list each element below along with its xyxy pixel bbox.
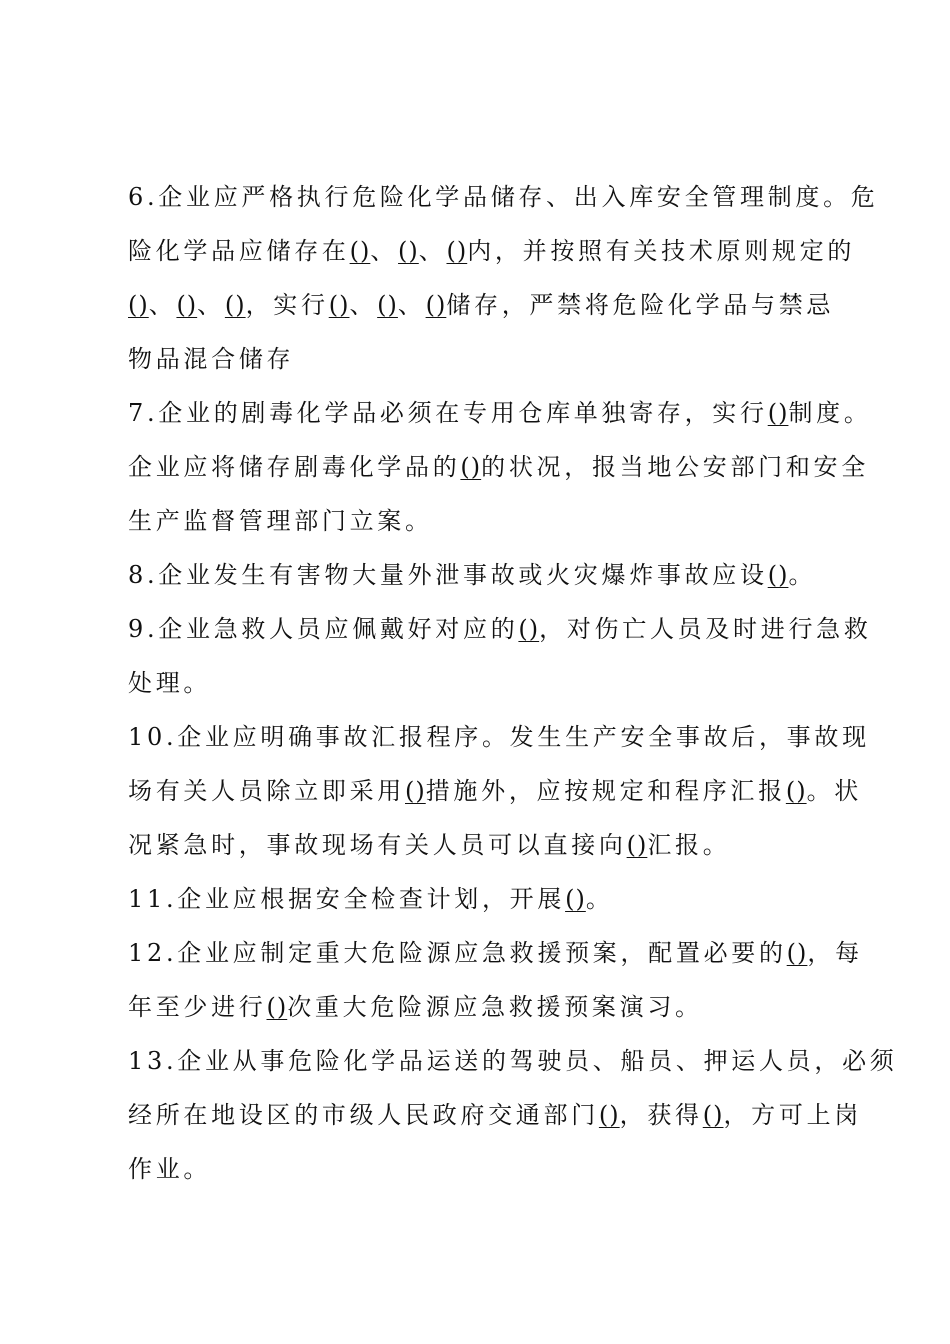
text-run: 汇报。 bbox=[647, 831, 731, 859]
text-run: 6.企业应严格执行危险化学品储存、出入库安全管理制度。危 bbox=[128, 183, 879, 211]
text-run: 、 bbox=[148, 291, 177, 319]
text-run: 场有关人员除立即采用 bbox=[128, 777, 405, 805]
text-run: 。 bbox=[788, 561, 817, 589]
text-line bbox=[128, 1142, 836, 1196]
text-line bbox=[128, 872, 836, 926]
text-run: 次重大危险源应急救援预案演习。 bbox=[287, 993, 703, 1021]
text-run: 措施外，应按规定和程序汇报 bbox=[425, 777, 786, 805]
text-run: 。状 bbox=[806, 777, 862, 805]
text-line bbox=[128, 440, 869, 494]
text-run: ，每 bbox=[807, 939, 863, 967]
text-run: 作业。 bbox=[128, 1155, 212, 1183]
fill-in-blank: () bbox=[349, 237, 371, 265]
fill-in-blank: () bbox=[785, 777, 807, 805]
question-11 bbox=[128, 872, 836, 926]
fill-in-blank: () bbox=[425, 291, 447, 319]
fill-in-blank: () bbox=[398, 237, 419, 265]
text-run: 物品混合储存 bbox=[128, 345, 295, 373]
fill-in-blank: () bbox=[405, 777, 426, 805]
text-line bbox=[128, 494, 836, 548]
fill-in-blank: () bbox=[518, 615, 540, 643]
text-line bbox=[128, 1088, 862, 1142]
text-run: 储存，严禁将危险化学品与禁忌 bbox=[446, 291, 835, 319]
fill-in-blank: () bbox=[377, 291, 398, 319]
text-line bbox=[128, 548, 836, 602]
text-run: 9.企业急救人员应佩戴好对应的 bbox=[128, 615, 519, 643]
text-line bbox=[128, 1034, 898, 1088]
fill-in-blank: () bbox=[460, 453, 482, 481]
text-run: 制度。 bbox=[788, 399, 872, 427]
question-10 bbox=[128, 710, 870, 872]
text-run: 经所在地设区的市级人民政府交通部门 bbox=[128, 1101, 599, 1129]
text-run: ，方可上岗 bbox=[723, 1101, 862, 1129]
fill-in-blank: () bbox=[767, 399, 789, 427]
text-run: 10.企业应明确事故汇报程序。发生生产安全事故后，事故现 bbox=[128, 723, 870, 751]
text-run: ，获得 bbox=[619, 1101, 703, 1129]
text-line bbox=[128, 764, 862, 818]
fill-in-blank: () bbox=[598, 1101, 620, 1129]
text-run: 11.企业应根据安全检查计划，开展 bbox=[128, 885, 566, 913]
text-run: 12.企业应制定重大危险源应急救援预案，配置必要的 bbox=[128, 939, 787, 967]
text-line bbox=[128, 710, 870, 764]
text-line bbox=[128, 656, 836, 710]
question-13 bbox=[128, 1034, 898, 1196]
fill-in-blank: () bbox=[266, 993, 288, 1021]
text-run: 、 bbox=[349, 291, 378, 319]
text-run: ，实行 bbox=[245, 291, 329, 319]
fill-in-blank: () bbox=[446, 237, 468, 265]
text-run: 7.企业的剧毒化学品必须在专用仓库单独寄存，实行 bbox=[128, 399, 768, 427]
text-run: 的状况，报当地公安部门和安全 bbox=[481, 453, 869, 481]
text-line bbox=[128, 332, 836, 386]
text-run: 企业应将储存剧毒化学品的 bbox=[128, 453, 461, 481]
fill-in-blank: () bbox=[128, 291, 149, 319]
text-run: ，对伤亡人员及时进行急救 bbox=[539, 615, 872, 643]
text-line bbox=[128, 386, 872, 440]
text-run: 、 bbox=[370, 237, 399, 265]
question-9 bbox=[128, 602, 872, 710]
text-line bbox=[128, 602, 872, 656]
document-page bbox=[128, 170, 898, 1196]
text-run: 生产监督管理部门立案。 bbox=[128, 507, 433, 535]
text-line bbox=[128, 170, 879, 224]
text-run: 处理。 bbox=[128, 669, 212, 697]
fill-in-blank: () bbox=[565, 885, 586, 913]
text-run: 、 bbox=[397, 291, 426, 319]
text-run: 年至少进行 bbox=[128, 993, 267, 1021]
fill-in-blank: () bbox=[224, 291, 246, 319]
text-run: 。 bbox=[585, 885, 614, 913]
text-line bbox=[128, 980, 836, 1034]
fill-in-blank: () bbox=[176, 291, 198, 319]
text-line bbox=[128, 818, 836, 872]
fill-in-blank: () bbox=[328, 291, 350, 319]
text-run: 13.企业从事危险化学品运送的驾驶员、船员、押运人员，必须 bbox=[128, 1047, 898, 1075]
question-6 bbox=[128, 170, 879, 386]
question-list bbox=[128, 170, 898, 1196]
text-line bbox=[128, 224, 856, 278]
text-line bbox=[128, 926, 863, 980]
text-run: 况紧急时，事故现场有关人员可以直接向 bbox=[128, 831, 627, 859]
question-7 bbox=[128, 386, 872, 548]
text-run: 、 bbox=[197, 291, 225, 319]
fill-in-blank: () bbox=[626, 831, 648, 859]
text-run: 、 bbox=[418, 237, 447, 265]
question-12 bbox=[128, 926, 863, 1034]
text-run: 险化学品应储存在 bbox=[128, 237, 350, 265]
fill-in-blank: () bbox=[767, 561, 789, 589]
fill-in-blank: () bbox=[786, 939, 808, 967]
text-line bbox=[128, 278, 836, 332]
text-run: 内，并按照有关技术原则规定的 bbox=[467, 237, 856, 265]
fill-in-blank: () bbox=[702, 1101, 724, 1129]
text-run: 8.企业发生有害物大量外泄事故或火灾爆炸事故应设 bbox=[128, 561, 768, 589]
question-8 bbox=[128, 548, 836, 602]
